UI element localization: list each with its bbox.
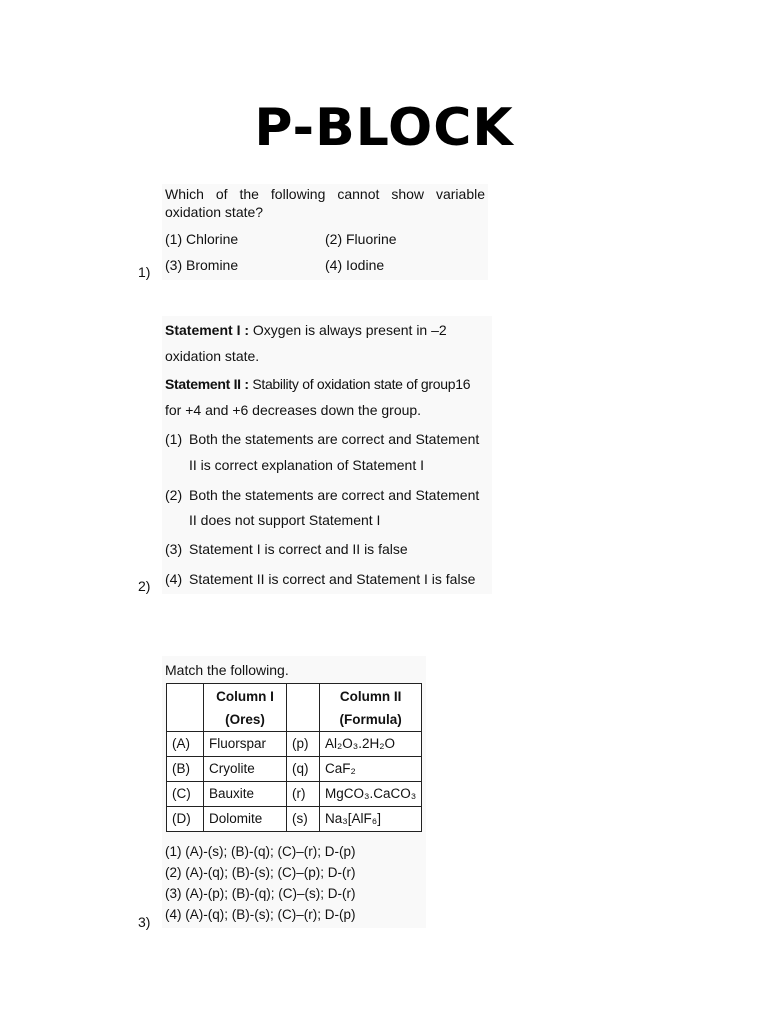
table-row bbox=[167, 732, 422, 757]
row-ore: Cryolite bbox=[204, 757, 287, 782]
question-number-1: 1) bbox=[138, 264, 151, 280]
statement-2-text: Stability of oxidation state of group16 bbox=[252, 376, 471, 392]
question-2-option-3-number: (3) bbox=[165, 541, 183, 557]
row-code: (r) bbox=[287, 782, 320, 807]
question-1-option-1: (1) Chlorine bbox=[165, 231, 239, 247]
statement-1-text: Oxygen is always present in –2 bbox=[252, 322, 447, 338]
column-2-subtitle: (Formula) bbox=[339, 711, 402, 727]
column-1-subtitle: (Ores) bbox=[225, 711, 265, 727]
header-blank-cell bbox=[167, 684, 204, 732]
question-3-stem: Match the following. bbox=[165, 662, 289, 678]
question-1-option-2: (2) Fluorine bbox=[325, 231, 397, 247]
question-2-option-2-number: (2) bbox=[165, 487, 183, 503]
page-title: P-BLOCK bbox=[254, 98, 514, 158]
table-row bbox=[167, 782, 422, 807]
question-1-stem: Which of the following cannot show variable oxidation state? bbox=[165, 186, 485, 220]
header-blank-cell bbox=[287, 684, 320, 732]
match-table-header bbox=[167, 684, 422, 732]
question-number-3: 3) bbox=[138, 914, 151, 930]
row-key: (B) bbox=[167, 757, 204, 782]
row-ore: Bauxite bbox=[204, 782, 287, 807]
row-code: (p) bbox=[287, 732, 320, 757]
question-number-2: 2) bbox=[138, 578, 151, 594]
column-1-header bbox=[204, 684, 287, 732]
question-3-answer-1: (1) (A)-(s); (B)-(q); (C)–(r); D-(p) bbox=[165, 844, 356, 859]
row-formula: Al₂O₃.2H₂O bbox=[320, 732, 422, 757]
column-1-title: Column I bbox=[216, 688, 274, 704]
column-2-header bbox=[320, 684, 422, 732]
column-2-title: Column II bbox=[339, 688, 402, 704]
row-code: (q) bbox=[287, 757, 320, 782]
question-2-option-1-number: (1) bbox=[165, 431, 183, 447]
question-3 bbox=[162, 656, 426, 928]
question-2-option-1-line-1: Both the statements are correct and Statement bbox=[189, 431, 480, 447]
question-1-option-3: (3) Bromine bbox=[165, 257, 239, 273]
question-1 bbox=[162, 184, 488, 280]
question-2-option-2-line-1: Both the statements are correct and Statement bbox=[189, 487, 480, 503]
statement-1-label: Statement I : bbox=[165, 322, 250, 338]
question-2 bbox=[162, 316, 492, 594]
row-ore: Fluorspar bbox=[204, 732, 287, 757]
question-2-option-2-line-2: II does not support Statement I bbox=[189, 512, 381, 528]
question-3-answer-3: (3) (A)-(p); (B)-(q); (C)–(s); D-(r) bbox=[165, 886, 356, 901]
row-key: (C) bbox=[167, 782, 204, 807]
question-2-option-4-number: (4) bbox=[165, 571, 183, 587]
statement-1-line bbox=[165, 322, 485, 340]
statement-1-continuation: oxidation state. bbox=[165, 348, 260, 364]
row-formula: CaF₂ bbox=[320, 757, 422, 782]
question-2-option-1-line-2: II is correct explanation of Statement I bbox=[189, 457, 425, 473]
row-key: (A) bbox=[167, 732, 204, 757]
statement-2-line bbox=[165, 376, 485, 394]
match-table bbox=[166, 683, 422, 832]
question-1-option-4: (4) Iodine bbox=[325, 257, 385, 273]
statement-2-label: Statement II : bbox=[165, 376, 249, 392]
statement-2-continuation: for +4 and +6 decreases down the group. bbox=[165, 402, 422, 418]
table-row bbox=[167, 757, 422, 782]
question-3-answer-4: (4) (A)-(q); (B)-(s); (C)–(r); D-(p) bbox=[165, 907, 356, 922]
question-3-answer-2: (2) (A)-(q); (B)-(s); (C)–(p); D-(r) bbox=[165, 865, 356, 880]
table-row bbox=[167, 807, 422, 832]
row-formula: MgCO₃.CaCO₃ bbox=[320, 782, 422, 807]
question-2-option-3-line-1: Statement I is correct and II is false bbox=[189, 541, 408, 557]
row-ore: Dolomite bbox=[204, 807, 287, 832]
row-formula: Na₃[AlF₆] bbox=[320, 807, 422, 832]
question-2-option-4-line-1: Statement II is correct and Statement I is false bbox=[189, 571, 476, 587]
row-key: (D) bbox=[167, 807, 204, 832]
row-code: (s) bbox=[287, 807, 320, 832]
